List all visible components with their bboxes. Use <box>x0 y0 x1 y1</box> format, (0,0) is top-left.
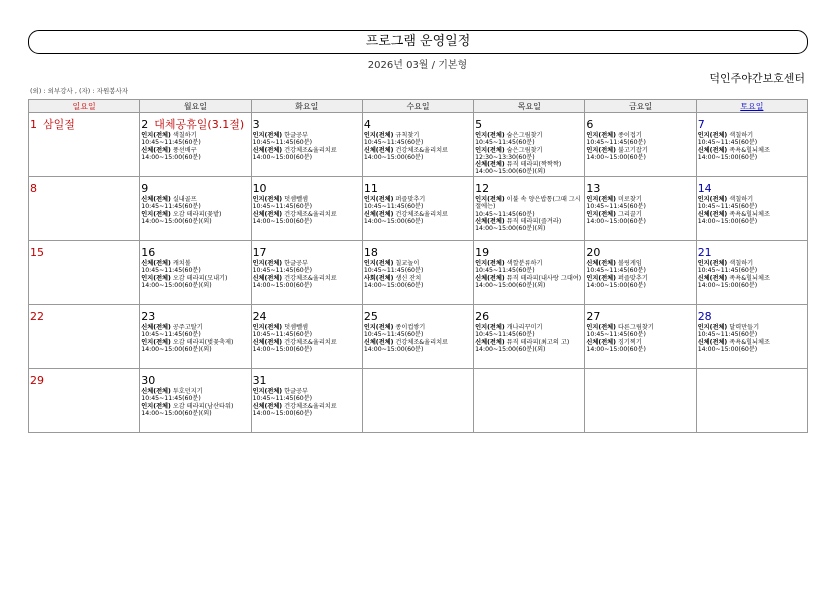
activity-name: 건강체조&율리치료 <box>395 146 449 154</box>
activity-name: 건강체조&율리치료 <box>284 402 337 410</box>
day-number: 13 <box>586 182 601 195</box>
activity-category: 신체(전체) <box>252 338 283 346</box>
activity-category: 신체(전체) <box>141 324 171 331</box>
program-activity <box>698 211 806 218</box>
activity-time: 14:00~15:00(60분)(외) <box>141 217 212 225</box>
day-number: 29 <box>30 374 44 387</box>
calendar-cell <box>140 305 251 369</box>
calendar-cell <box>140 113 251 177</box>
activity-category: 인지(전체) <box>141 402 171 410</box>
weekday-sat: 토요일 <box>696 100 807 113</box>
day-number: 4 <box>363 118 371 131</box>
activity-time: 14:00~15:00(60분)(외) <box>141 409 212 417</box>
holiday-label: 대체공휴일(3.1절) <box>154 118 245 131</box>
activity-category: 신체(전체) <box>252 402 283 410</box>
program-activity <box>586 211 694 218</box>
day-number: 14 <box>697 182 712 195</box>
activity-time: 14:00~15:00(60분) <box>363 345 424 353</box>
program-activity <box>475 147 583 154</box>
activity-time: 10:45~11:45(60분) <box>363 139 424 147</box>
calendar-cell <box>140 369 251 433</box>
activity-time: 10:45~11:45(60분) <box>586 139 646 147</box>
activity-category: 인지(전체) <box>475 196 505 203</box>
program-activity <box>364 147 472 154</box>
activity-category: 인지(전체) <box>586 196 616 203</box>
day-number: 22 <box>30 310 44 323</box>
program-activity <box>586 339 694 346</box>
activity-name: 건강체조&율리치료 <box>284 338 337 346</box>
day-number: 11 <box>363 182 378 195</box>
day-number: 1 <box>30 118 37 131</box>
activity-time: 14:00~15:00(60분)(외) <box>475 345 546 353</box>
program-activity <box>586 275 694 282</box>
page-title: 프로그램 운영일정 <box>28 30 808 54</box>
program-activity <box>586 147 694 154</box>
activity-name: 뮤직 테라피(최고의 고) <box>506 338 570 346</box>
week-row <box>29 305 808 369</box>
weekday-mon: 월요일 <box>140 100 251 113</box>
activity-time: 14:00~15:00(60분) <box>252 153 313 161</box>
activity-time: 10:45~11:45(60분) <box>586 203 646 211</box>
activity-name: 이불 속 양은밥통(그때 그시절에는) <box>475 196 581 211</box>
activity-name: 족욕&힐뇌체조 <box>729 338 770 346</box>
activity-name: 뮤직 테라피(내사랑 그대여) <box>506 274 582 282</box>
activity-name: 색칠하기 <box>729 196 754 203</box>
activity-time: 14:00~15:00(60분) <box>586 217 646 225</box>
calendar-cell <box>585 241 696 305</box>
activity-time: 10:45~11:45(60분) <box>586 267 646 275</box>
activity-category: 인지(전체) <box>363 132 394 139</box>
calendar-cell <box>251 369 362 433</box>
day-number: 25 <box>363 310 378 323</box>
activity-time: 14:00~15:00(60분)(외) <box>141 345 212 353</box>
activity-category: 인지(전체) <box>252 196 283 203</box>
activity-time: 10:45~11:45(60분) <box>141 267 201 275</box>
activity-category: 신체(전체) <box>475 274 505 282</box>
activity-time: 14:00~15:00(60분) <box>697 153 758 161</box>
day-number: 16 <box>141 246 156 259</box>
activity-category: 인지(전체) <box>586 210 616 218</box>
calendar-cell <box>474 113 585 177</box>
activity-category: 신체(전체) <box>697 338 728 346</box>
activity-category: 신체(전체) <box>252 146 283 154</box>
activity-name: 건강체조&율리치료 <box>284 210 337 218</box>
day-number: 23 <box>141 310 156 323</box>
program-activity <box>364 275 472 282</box>
activity-name: 풍선배구 <box>172 146 197 154</box>
weekday-fri: 금요일 <box>585 100 696 113</box>
activity-category: 인지(전체) <box>252 324 283 331</box>
program-activity <box>253 339 361 346</box>
activity-category: 인지(전체) <box>252 260 283 267</box>
weekday-header-row <box>29 100 808 113</box>
activity-name: 종이컵쌓기 <box>395 324 426 331</box>
activity-name: 오감 테라피(벚꽃축제) <box>172 338 234 346</box>
activity-time: 14:00~15:00(60분) <box>586 345 646 353</box>
activity-name: 색칠하기 <box>729 260 754 267</box>
program-activity <box>253 147 361 154</box>
activity-time: 10:45~11:45(60분) <box>697 267 758 275</box>
activity-time: 10:45~11:45(60분) <box>475 210 535 218</box>
activity-name: 달력만들기 <box>729 324 760 331</box>
activity-name: 숨은그림찾기 <box>506 132 543 139</box>
activity-name: 덧셈뺄셈 <box>284 196 309 203</box>
activity-time: 10:45~11:45(60분) <box>697 203 758 211</box>
calendar-cell <box>29 113 140 177</box>
activity-time: 14:00~15:00(60분) <box>252 345 313 353</box>
program-activity <box>698 339 806 346</box>
week-row <box>29 113 808 177</box>
day-number: 18 <box>363 246 378 259</box>
day-number: 5 <box>475 118 483 131</box>
calendar-cell <box>140 241 251 305</box>
calendar-cell <box>362 241 473 305</box>
activity-time: 10:45~11:45(60분) <box>252 203 313 211</box>
activity-time: 14:00~15:00(60분) <box>363 153 424 161</box>
activity-time: 10:45~11:45(60분) <box>586 331 646 339</box>
activity-category: 인지(전체) <box>475 146 505 154</box>
activity-category: 신체(전체) <box>252 274 283 282</box>
calendar-cell <box>362 113 473 177</box>
calendar-cell <box>696 305 807 369</box>
activity-category: 신체(전체) <box>252 210 283 218</box>
activity-category: 인지(전체) <box>141 132 171 139</box>
activity-category: 신체(전체) <box>363 210 394 218</box>
calendar-cell <box>362 305 473 369</box>
activity-time: 14:00~15:00(60분) <box>697 281 758 289</box>
activity-name: 오감 테라피(모내기) <box>172 274 228 282</box>
activity-category: 인지(전체) <box>363 196 394 203</box>
calendar-cell <box>251 177 362 241</box>
activity-time: 10:45~11:45(60분) <box>141 203 201 211</box>
activity-category: 인지(전체) <box>252 388 283 395</box>
activity-category: 인지(전체) <box>697 196 728 203</box>
activity-time: 10:45~11:45(60분) <box>697 331 758 339</box>
day-number: 31 <box>252 374 267 387</box>
calendar-cell <box>251 113 362 177</box>
activity-time: 10:45~11:45(60분) <box>141 331 201 339</box>
activity-name: 공주고탈기 <box>172 324 203 331</box>
activity-category: 신체(전체) <box>141 260 171 267</box>
calendar-cell <box>251 241 362 305</box>
activity-name: 족욕&힐뇌체조 <box>729 274 770 282</box>
activity-category: 신체(전체) <box>697 210 728 218</box>
activity-time: 10:45~11:45(60분) <box>475 267 535 275</box>
activity-name: 생신 잔치 <box>395 274 422 282</box>
activity-category: 인지(전체) <box>141 338 171 346</box>
activity-time: 10:45~11:45(60분) <box>252 395 313 403</box>
activity-time: 14:00~15:00(60분) <box>363 281 424 289</box>
activity-name: 한글공부 <box>284 260 309 267</box>
activity-name: 족욕&힐뇌체조 <box>729 146 770 154</box>
calendar-cell <box>140 177 251 241</box>
activity-category: 신체(전체) <box>363 338 394 346</box>
activity-name: 종이접기 <box>617 132 642 139</box>
calendar-cell <box>251 305 362 369</box>
schedule-calendar <box>28 99 808 433</box>
day-number: 15 <box>30 246 44 259</box>
week-row <box>29 177 808 241</box>
weekday-tue: 화요일 <box>251 100 362 113</box>
program-activity <box>698 147 806 154</box>
activity-name: 덧셈뺄셈 <box>284 324 309 331</box>
activity-time: 10:45~11:45(60분) <box>252 331 313 339</box>
day-number: 2 <box>141 118 149 131</box>
day-number: 27 <box>586 310 601 323</box>
program-activity <box>364 339 472 346</box>
activity-name: 오감 테라피(남산타워) <box>172 402 234 410</box>
activity-category: 인지(전체) <box>363 324 394 331</box>
calendar-cell <box>474 241 585 305</box>
calendar-cell <box>585 177 696 241</box>
day-number: 10 <box>252 182 267 195</box>
activity-time: 14:00~15:00(60분) <box>252 281 313 289</box>
activity-name: 징기찍기 <box>617 338 642 346</box>
activity-category: 신체(전체) <box>141 196 171 203</box>
day-number: 20 <box>586 246 601 259</box>
program-activity <box>475 275 583 282</box>
activity-name: 색칠하기 <box>172 132 197 139</box>
activity-name: 한글공부 <box>284 132 309 139</box>
activity-time: 14:00~15:00(60분) <box>697 217 758 225</box>
calendar-cell <box>29 177 140 241</box>
activity-category: 신체(전체) <box>141 388 171 395</box>
activity-time: 14:00~15:00(60분) <box>252 217 313 225</box>
activity-name: 규칙찾기 <box>395 132 420 139</box>
calendar-cell <box>585 305 696 369</box>
activity-name: 퍼즐맞추기 <box>395 196 426 203</box>
day-number: 21 <box>697 246 712 259</box>
activity-time: 12:30~13:30(60분) <box>475 153 535 161</box>
program-activity <box>253 403 361 410</box>
activity-name: 볼링게임 <box>617 260 642 267</box>
activity-name: 개나리꾸미기 <box>506 324 543 331</box>
activity-time: 10:45~11:45(60분) <box>475 139 535 147</box>
activity-time: 14:00~15:00(60분) <box>141 153 201 161</box>
day-number: 12 <box>475 182 490 195</box>
activity-name: 색깔분류하기 <box>506 260 543 267</box>
activity-time: 10:45~11:45(60분) <box>363 331 424 339</box>
activity-category: 인지(전체) <box>363 260 394 267</box>
organization-name: 덕인주야간보호센터 <box>709 72 805 85</box>
activity-category: 인지(전체) <box>586 274 616 282</box>
program-activity <box>141 211 249 218</box>
program-activity <box>475 339 583 346</box>
day-number: 3 <box>252 118 260 131</box>
calendar-cell <box>474 305 585 369</box>
holiday-label: 삼일절 <box>43 118 75 131</box>
activity-category: 인지(전체) <box>586 324 616 331</box>
activity-name: 뮤직 테라피(즐겨라) <box>506 217 562 225</box>
activity-time: 10:45~11:45(60분) <box>363 267 424 275</box>
program-activity <box>141 339 249 346</box>
page-subtitle: 2026년 03월 / 기본형 <box>367 60 468 71</box>
activity-time: 14:00~15:00(60분) <box>363 217 424 225</box>
activity-category: 인지(전체) <box>697 324 728 331</box>
activity-category: 인지(전체) <box>252 132 283 139</box>
activity-category: 인지(전체) <box>141 210 171 218</box>
activity-name: 족욕&힐뇌체조 <box>729 210 770 218</box>
program-activity <box>141 275 249 282</box>
day-number: 8 <box>30 182 37 195</box>
calendar-cell <box>696 177 807 241</box>
day-number: 6 <box>586 118 594 131</box>
activity-name: 투호던지기 <box>172 388 203 395</box>
day-number: 9 <box>141 182 149 195</box>
calendar-cell <box>585 113 696 177</box>
activity-name: 다른그림찾기 <box>617 324 654 331</box>
activity-name: 건강체조&율리치료 <box>395 210 449 218</box>
program-activity <box>475 196 583 211</box>
activity-name: 오감 테라피(꽃밭) <box>172 210 222 218</box>
program-activity <box>364 211 472 218</box>
calendar-cell <box>29 369 140 433</box>
week-row <box>29 241 808 305</box>
activity-time: 10:45~11:45(60분) <box>475 331 535 339</box>
activity-name: 건강체조&율리치료 <box>395 338 449 346</box>
activity-category: 신체(전체) <box>586 338 616 346</box>
legend: (외) : 외부강사 , (자) : 자원봉사자 <box>30 87 129 95</box>
activity-category: 신체(전체) <box>475 338 505 346</box>
weekday-wed: 수요일 <box>362 100 473 113</box>
activity-time: 14:00~15:00(60분) <box>586 281 646 289</box>
activity-name: 색칠하기 <box>729 132 754 139</box>
day-number: 19 <box>475 246 490 259</box>
calendar-cell <box>29 241 140 305</box>
activity-category: 인지(전체) <box>697 260 728 267</box>
calendar-cell <box>362 177 473 241</box>
calendar-cell <box>474 177 585 241</box>
activity-name: 실내골프 <box>172 196 197 203</box>
activity-category: 인지(전체) <box>586 132 616 139</box>
activity-time: 14:00~15:00(60분)(외) <box>475 225 546 233</box>
day-number: 24 <box>252 310 267 323</box>
activity-name: 건강체조&율리치료 <box>284 146 337 154</box>
activity-name: 불고기잡기 <box>617 146 648 154</box>
week-row <box>29 369 808 433</box>
activity-time: 10:45~11:45(60분) <box>252 267 313 275</box>
activity-name: 그리끌기 <box>617 210 642 218</box>
activity-time: 14:00~15:00(60분)(외) <box>475 168 546 176</box>
activity-category: 인지(전체) <box>697 132 728 139</box>
activity-time: 14:00~15:00(60분)(외) <box>475 281 546 289</box>
activity-time: 14:00~15:00(60분) <box>586 153 646 161</box>
day-number: 7 <box>697 118 705 131</box>
activity-time: 14:00~15:00(60분)(외) <box>141 281 212 289</box>
weekday-thu: 목요일 <box>474 100 585 113</box>
program-activity <box>141 403 249 410</box>
activity-time: 10:45~11:45(60분) <box>697 139 758 147</box>
activity-category: 인지(전체) <box>475 324 505 331</box>
activity-category: 인지(전체) <box>586 146 616 154</box>
program-activity <box>253 211 361 218</box>
activity-time: 10:45~11:45(60분) <box>141 395 201 403</box>
activity-name: 미로찾기 <box>617 196 642 203</box>
activity-category: 신체(전체) <box>697 274 728 282</box>
activity-category: 인지(전체) <box>475 132 505 139</box>
program-activity <box>253 275 361 282</box>
activity-category: 신체(전체) <box>586 260 616 267</box>
day-number: 26 <box>475 310 490 323</box>
day-number: 17 <box>252 246 267 259</box>
activity-name: 캐치볼 <box>172 260 191 267</box>
calendar-cell <box>696 113 807 177</box>
calendar-cell <box>29 305 140 369</box>
activity-time: 14:00~15:00(60분) <box>697 345 758 353</box>
activity-time: 10:45~11:45(60분) <box>363 203 424 211</box>
calendar-body <box>29 113 808 433</box>
activity-name: 뮤직 테라피(짝짝짝) <box>506 161 562 169</box>
day-number: 28 <box>697 310 712 323</box>
activity-name: 한글공부 <box>284 388 309 395</box>
activity-name: 건강체조&율리치료 <box>284 274 337 282</box>
calendar-cell <box>696 369 807 433</box>
day-number: 30 <box>141 374 156 387</box>
calendar-cell <box>585 369 696 433</box>
calendar-cell <box>696 241 807 305</box>
activity-category: 신체(전체) <box>697 146 728 154</box>
activity-category: 인지(전체) <box>141 274 171 282</box>
activity-category: 신체(전체) <box>141 146 171 154</box>
activity-time: 10:45~11:45(60분) <box>252 139 313 147</box>
activity-time: 14:00~15:00(60분) <box>252 409 313 417</box>
program-activity <box>141 147 249 154</box>
activity-category: 신체(전체) <box>363 146 394 154</box>
activity-name: 숨은그림찾기 <box>506 146 543 154</box>
activity-name: 퍼즐맞추기 <box>617 274 648 282</box>
weekday-sun: 일요일 <box>29 100 140 113</box>
activity-category: 사회(전체) <box>363 274 394 282</box>
activity-name: 칠교놀이 <box>395 260 420 267</box>
activity-category: 인지(전체) <box>475 260 505 267</box>
activity-category: 신체(전체) <box>475 217 505 225</box>
calendar-cell <box>362 369 473 433</box>
activity-category: 신체(전체) <box>475 161 505 169</box>
calendar-cell <box>474 369 585 433</box>
program-activity <box>698 275 806 282</box>
activity-time: 10:45~11:45(60분) <box>141 139 201 147</box>
